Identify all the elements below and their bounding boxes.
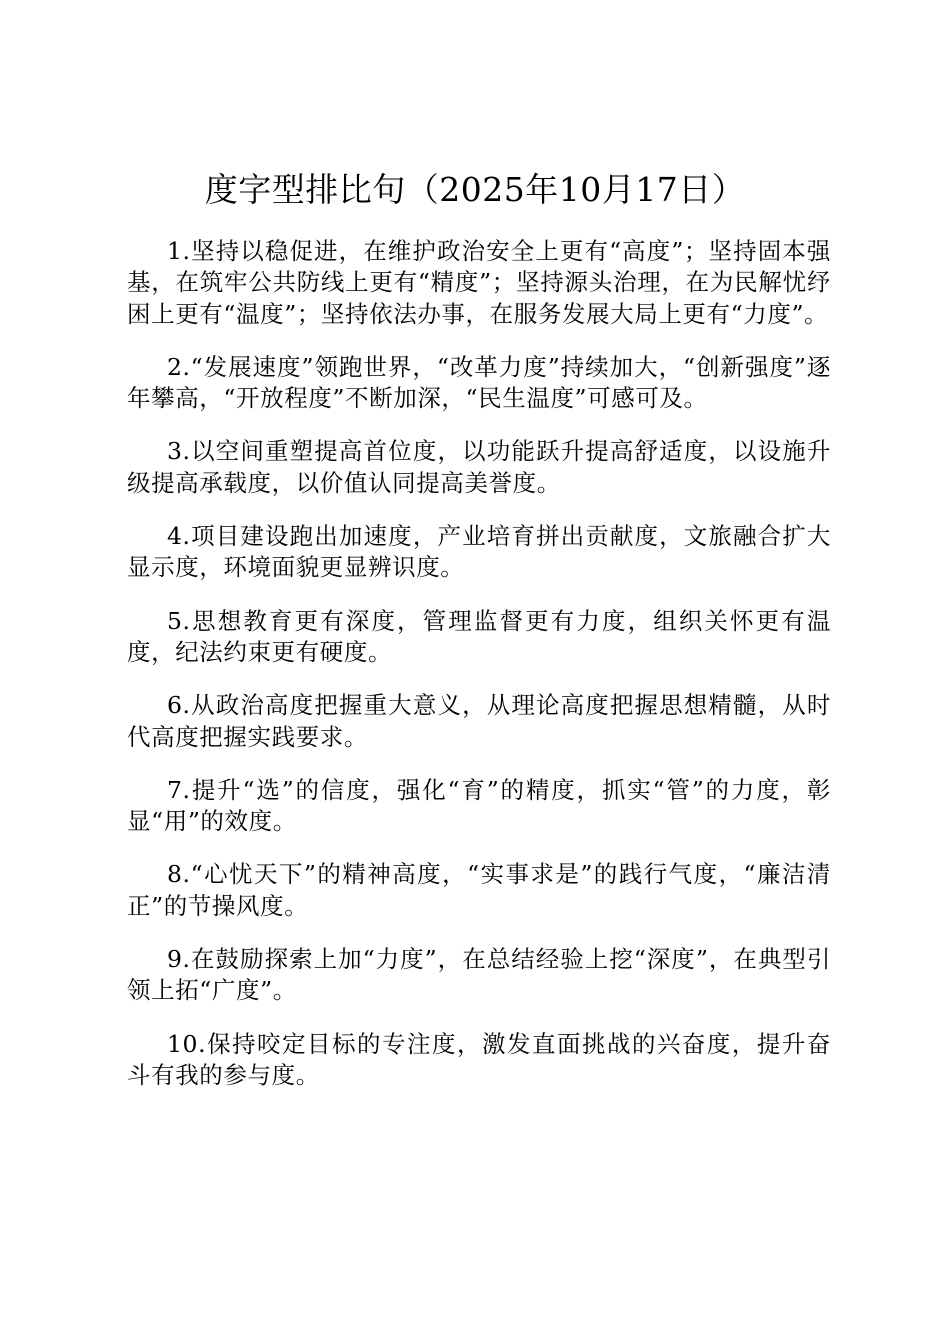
paragraph-8: 8.“心忧天下”的精神高度，“实事求是”的践行气度，“廉洁清正”的节操风度。	[127, 860, 831, 920]
paragraph-10: 10.保持咬定目标的专注度，激发直面挑战的兴奋度，提升奋斗有我的参与度。	[127, 1029, 831, 1089]
document-title: 度字型排比句（2025年10月17日）	[204, 170, 746, 209]
paragraph-9: 9.在鼓励探索上加“力度”，在总结经验上挖“深度”，在典型引领上拓“广度”。	[127, 945, 831, 1005]
paragraph-6: 6.从政治高度把握重大意义，从理论高度把握思想精髓，从时代高度把握实践要求。	[127, 691, 831, 751]
paragraph-2: 2.“发展速度”领跑世界，“改革力度”持续加大，“创新强度”逐年攀高，“开放程度”不断加深，“民生温度”可感可及。	[127, 352, 831, 413]
paragraph-3: 3.以空间重塑提高首位度，以功能跃升提高舒适度，以设施升级提高承载度，以价值认同提高美誉度。	[127, 437, 831, 497]
document-body	[127, 236, 831, 1113]
paragraph-1: 1.坚持以稳促进，在维护政治安全上更有“高度”；坚持固本强基，在筑牢公共防线上更有“精度”；坚持源头治理，在为民解忧纾困上更有“温度”；坚持依法办事，在服务发展大局上更有“力度”。	[127, 237, 831, 328]
paragraph-7: 7.提升“选”的信度，强化“育”的精度，抓实“管”的力度，彰显“用”的效度。	[127, 775, 831, 836]
paragraph-5: 5.思想教育更有深度，管理监督更有力度，组织关怀更有温度，纪法约束更有硬度。	[127, 606, 831, 666]
paragraph-4: 4.项目建设跑出加速度，产业培育拼出贡献度，文旅融合扩大显示度，环境面貌更显辨识度。	[127, 522, 831, 582]
